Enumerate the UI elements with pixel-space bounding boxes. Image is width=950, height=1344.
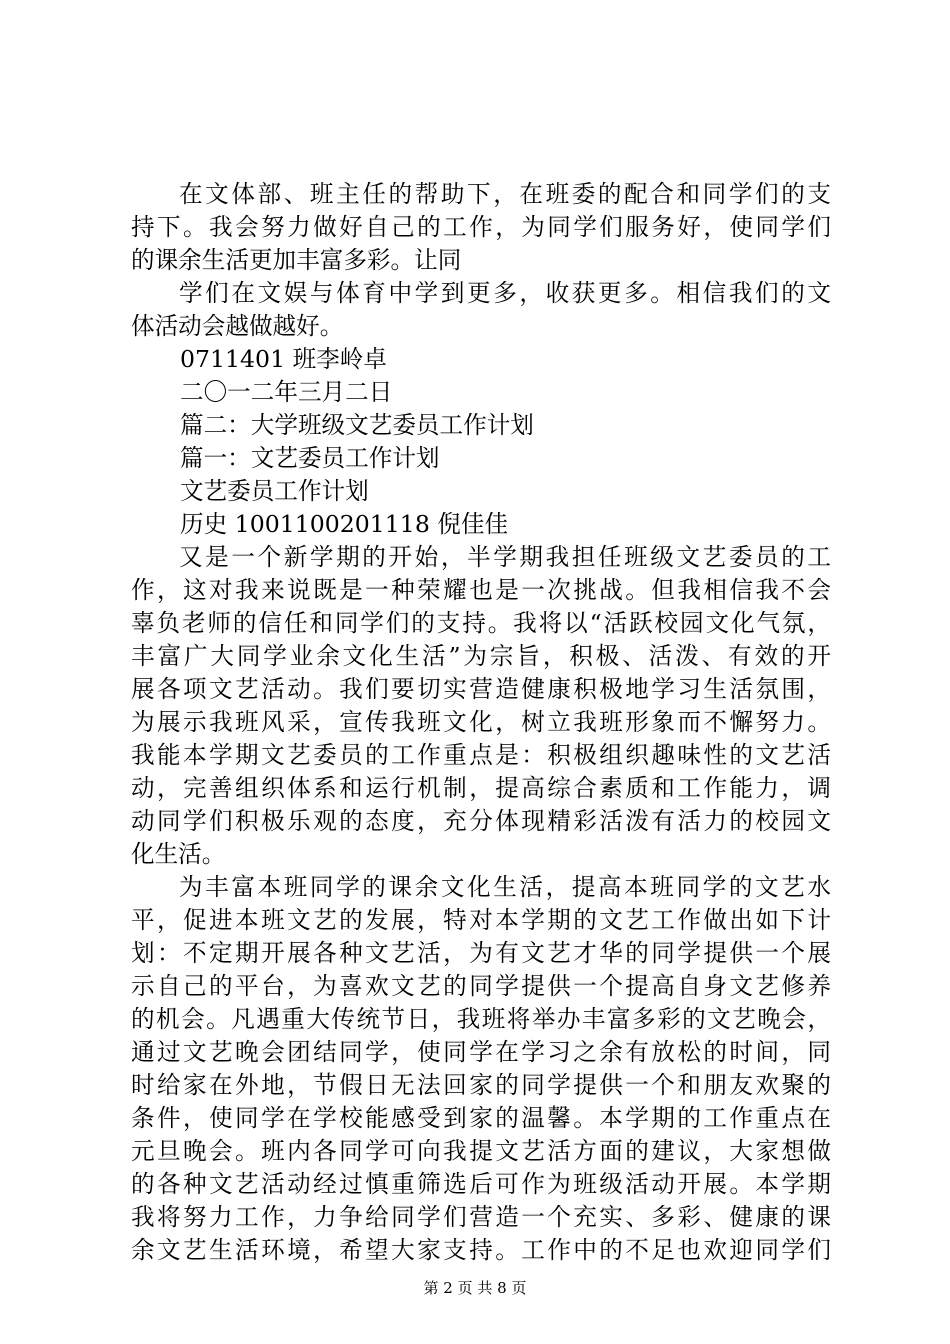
text-line: 我能本学期文艺委员的工作重点是：积极组织趣味性的文艺活 [131,741,831,769]
text-line: 辜负老师的信任和同学们的支持。我将以“活跃校园文化气氛， [131,609,831,637]
text-line: 展各项文艺活动。我们要切实营造健康积极地学习生活氛围， [131,675,831,703]
text-line: 为丰富本班同学的课余文化生活，提高本班同学的文艺水 [179,873,831,901]
text-line: 的机会。凡遇重大传统节日，我班将举办丰富多彩的文艺晚会， [131,1005,831,1033]
text-line: 平，促进本班文艺的发展，特对本学期的文艺工作做出如下计 [131,906,831,934]
document-body [131,178,831,1267]
text-line: 化生活。 [131,840,226,868]
page-footer [0,1278,950,1298]
text-line: 0711401 班李岭卓 [180,345,387,373]
text-line: 元旦晚会。班内各同学可向我提文艺活方面的建议，大家想做 [131,1137,831,1165]
text-line: 条件，使同学在学校能感受到家的温馨。本学期的工作重点在 [131,1104,831,1132]
text-line: 我将努力工作，力争给同学们营造一个充实、多彩、健康的课 [131,1203,831,1231]
section-heading: 篇一：文艺委员工作计划 [180,444,440,472]
page-number: 第 2 页 共 8 页 [423,1279,527,1297]
section-heading: 篇二：大学班级文艺委员工作计划 [180,411,534,439]
text-line: 动同学们积极乐观的态度，充分体现精彩活泼有活力的校园文 [131,807,831,835]
text-line: 为展示我班风采，宣传我班文化，树立我班形象而不懈努力。 [131,708,831,736]
text-line: 二〇一二年三月二日 [180,378,393,406]
text-line: 持下。我会努力做好自己的工作，为同学们服务好，使同学们 [131,213,831,241]
text-line: 通过文艺晚会团结同学，使同学在学习之余有放松的时间，同 [131,1038,831,1066]
text-line: 余文艺生活环境，希望大家支持。工作中的不足也欢迎同学们 [131,1236,831,1264]
text-line: 动，完善组织体系和运行机制，提高综合素质和工作能力，调 [131,774,831,802]
text-line: 又是一个新学期的开始，半学期我担任班级文艺委员的工 [179,543,831,571]
text-line: 时给家在外地，节假日无法回家的同学提供一个和朋友欢聚的 [131,1071,831,1099]
text-line: 学们在文娱与体育中学到更多，收获更多。相信我们的文 [179,279,831,307]
text-line: 示自己的平台，为喜欢文艺的同学提供一个提高自身文艺修养 [131,972,831,1000]
document-title: 文艺委员工作计划 [180,477,369,505]
text-line: 在文体部、班主任的帮助下，在班委的配合和同学们的支 [179,180,831,208]
text-line: 的各种文艺活动经过慎重筛选后可作为班级活动开展。本学期 [131,1170,831,1198]
author-line: 历史 1001100201118 倪佳佳 [180,510,509,538]
text-line: 体活动会越做越好。 [131,312,344,340]
text-line: 的课余生活更加丰富多彩。让同 [131,246,462,274]
text-line: 丰富广大同学业余文化生活”为宗旨，积极、活泼、有效的开 [131,642,831,670]
text-line: 作，这对我来说既是一种荣耀也是一次挑战。但我相信我不会 [131,576,831,604]
text-line: 划：不定期开展各种文艺活，为有文艺才华的同学提供一个展 [131,939,831,967]
